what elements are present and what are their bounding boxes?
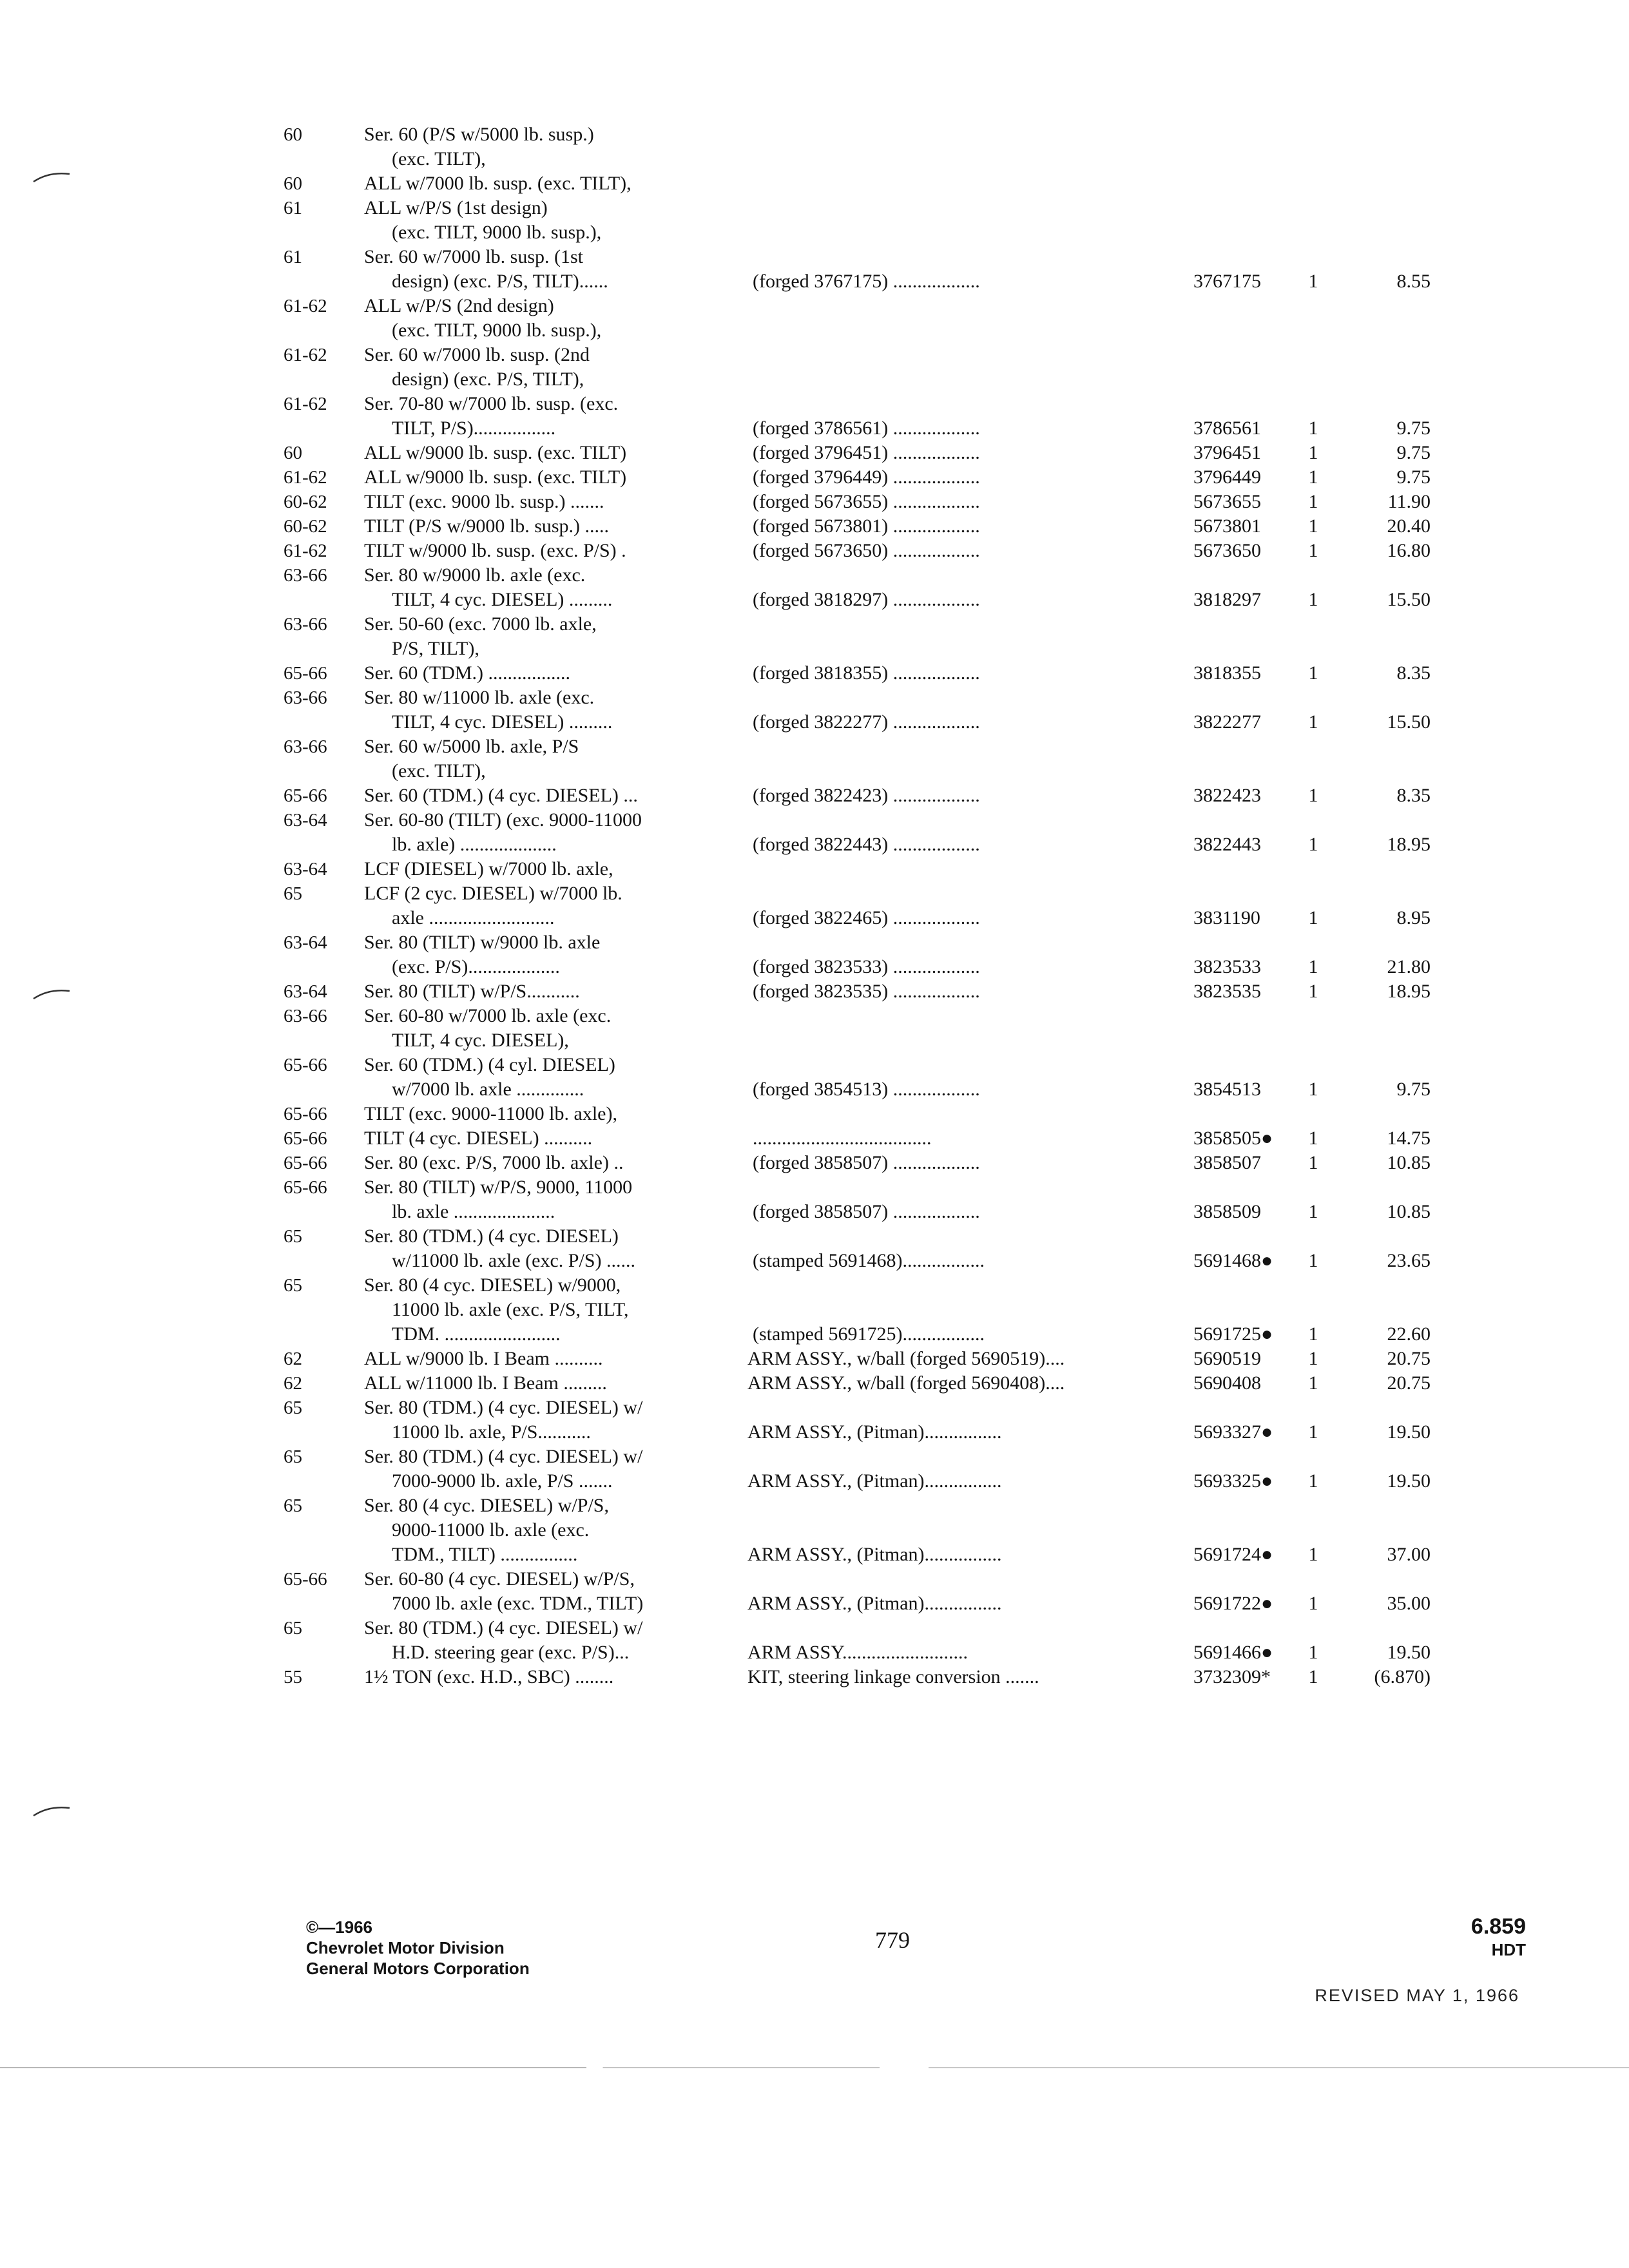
model-year: 65-66: [284, 1569, 327, 1590]
part-number: 3854513: [1193, 1079, 1261, 1100]
table-row: [284, 661, 1431, 686]
list-price: 16.80: [1387, 540, 1431, 561]
table-row: [284, 1053, 1431, 1077]
quantity: 1: [1308, 1470, 1318, 1492]
model-year: 60-62: [284, 492, 327, 512]
application-text: P/S, TILT),: [392, 638, 479, 659]
table-row: [284, 979, 1431, 1004]
application-text: w/11000 lb. axle (exc. P/S) ......: [392, 1250, 636, 1271]
application-text: Ser. 80 (4 cyc. DIESEL) w/P/S,: [364, 1495, 609, 1516]
part-description: (forged 3767175) ..................: [753, 271, 980, 292]
part-description: ARM ASSY., w/ball (forged 5690519)....: [747, 1348, 1065, 1369]
binder-hole-mark: [31, 1803, 71, 1820]
table-row: [284, 392, 1431, 416]
part-number: 3796451: [1193, 442, 1261, 463]
list-price: 9.75: [1396, 418, 1431, 439]
table-row: [284, 1567, 1431, 1591]
application-text: lb. axle .....................: [392, 1201, 555, 1222]
part-description: .....................................: [753, 1128, 932, 1149]
table-row: [284, 220, 1431, 245]
part-description: (forged 3822443) ..................: [753, 834, 980, 855]
part-number: 5673650: [1193, 540, 1261, 561]
model-year: 65: [284, 1618, 302, 1639]
list-price: 19.50: [1387, 1421, 1431, 1443]
page-bottom-rule: [0, 2067, 1629, 2068]
model-year: 60-62: [284, 516, 327, 537]
model-year: 61-62: [284, 467, 327, 488]
model-year: 65: [284, 1275, 302, 1296]
application-text: Ser. 70-80 w/7000 lb. susp. (exc.: [364, 393, 619, 414]
table-row: [284, 1371, 1431, 1396]
list-price: (6.870): [1374, 1666, 1431, 1687]
application-text: 1½ TON (exc. H.D., SBC) ........: [364, 1666, 614, 1687]
part-description: (forged 3796451) ..................: [753, 442, 980, 463]
part-description: ARM ASSY., w/ball (forged 5690408)....: [747, 1372, 1065, 1394]
table-row: [284, 1224, 1431, 1249]
table-row: [284, 1077, 1431, 1102]
model-year: 62: [284, 1349, 302, 1369]
application-text: 11000 lb. axle (exc. P/S, TILT,: [392, 1299, 629, 1320]
part-description: (forged 3786561) ..................: [753, 418, 980, 439]
list-price: 35.00: [1387, 1593, 1431, 1614]
table-row: [284, 465, 1431, 490]
part-number: 5691722●: [1193, 1593, 1273, 1614]
part-description: (forged 3818355) ..................: [753, 662, 980, 684]
part-description: (stamped 5691468).................: [753, 1250, 985, 1271]
table-row: [284, 686, 1431, 710]
quantity: 1: [1308, 1372, 1318, 1394]
quantity: 1: [1308, 1593, 1318, 1614]
application-text: (exc. TILT, 9000 lb. susp.),: [392, 222, 602, 243]
list-price: 9.75: [1396, 1079, 1431, 1100]
application-text: Ser. 80 (TDM.) (4 cyc. DIESEL) w/: [364, 1446, 643, 1467]
part-number: 5690408: [1193, 1372, 1261, 1394]
table-row: [284, 343, 1431, 367]
table-row: [284, 269, 1431, 294]
quantity: 1: [1308, 956, 1318, 977]
application-text: Ser. 80 (exc. P/S, 7000 lb. axle) ..: [364, 1152, 624, 1173]
model-year: 63-66: [284, 687, 327, 708]
list-price: 8.55: [1396, 271, 1431, 292]
section-block: [1471, 1914, 1526, 1960]
model-year: 62: [284, 1373, 302, 1394]
list-price: 20.40: [1387, 515, 1431, 537]
application-text: LCF (2 cyc. DIESEL) w/7000 lb.: [364, 883, 622, 904]
part-description: ARM ASSY., (Pitman)................: [747, 1544, 1002, 1565]
application-text: TILT, P/S).................: [392, 418, 556, 439]
table-row: [284, 490, 1431, 514]
division-name: Chevrolet Motor Division: [306, 1938, 505, 1957]
application-text: Ser. 80 w/9000 lb. axle (exc.: [364, 564, 586, 586]
section-number: 6.859: [1470, 1914, 1526, 1939]
application-text: TILT, 4 cyc. DIESEL),: [392, 1030, 569, 1051]
application-text: (exc. TILT, 9000 lb. susp.),: [392, 320, 602, 341]
part-description: ARM ASSY., (Pitman)................: [747, 1421, 1002, 1443]
table-row: [284, 1347, 1431, 1371]
quantity: 1: [1308, 466, 1318, 488]
application-text: Ser. 80 w/11000 lb. axle (exc.: [364, 687, 595, 708]
application-text: 11000 lb. axle, P/S...........: [392, 1421, 591, 1443]
application-text: design) (exc. P/S, TILT)......: [392, 271, 608, 292]
part-description: (forged 3858507) ..................: [753, 1201, 980, 1222]
application-text: Ser. 60-80 (4 cyc. DIESEL) w/P/S,: [364, 1568, 635, 1590]
application-text: (exc. TILT),: [392, 760, 486, 782]
table-row: [284, 539, 1431, 563]
list-price: 37.00: [1387, 1544, 1431, 1565]
application-text: ALL w/7000 lb. susp. (exc. TILT),: [364, 173, 631, 194]
table-row: [284, 710, 1431, 735]
quantity: 1: [1308, 1348, 1318, 1369]
table-row: [284, 906, 1431, 930]
part-number: 5673801: [1193, 515, 1261, 537]
page-number: 779: [875, 1927, 910, 1953]
binder-hole-mark: [31, 169, 71, 186]
table-row: [284, 735, 1431, 759]
model-year: 63-66: [284, 736, 327, 757]
part-description: (forged 3822277) ..................: [753, 711, 980, 733]
model-year: 65: [284, 1495, 302, 1516]
application-text: axle ..........................: [392, 907, 555, 928]
table-row: [284, 1640, 1431, 1665]
model-year: 61-62: [284, 296, 327, 316]
part-number: 3822423: [1193, 785, 1261, 806]
table-row: [284, 808, 1431, 832]
quantity: 1: [1308, 785, 1318, 806]
table-row: [284, 1591, 1431, 1616]
table-row: [284, 1494, 1431, 1518]
list-price: 10.85: [1387, 1152, 1431, 1173]
table-row: [284, 122, 1431, 147]
application-text: LCF (DIESEL) w/7000 lb. axle,: [364, 858, 613, 879]
application-text: Ser. 80 (4 cyc. DIESEL) w/9000,: [364, 1274, 621, 1296]
model-year: 61-62: [284, 541, 327, 561]
part-number: 3818297: [1193, 589, 1261, 610]
model-year: 61-62: [284, 394, 327, 414]
quantity: 1: [1308, 907, 1318, 928]
application-text: w/7000 lb. axle ..............: [392, 1079, 584, 1100]
table-row: [284, 1126, 1431, 1151]
model-year: 60: [284, 443, 302, 463]
model-year: 61-62: [284, 345, 327, 365]
quantity: 1: [1308, 1421, 1318, 1443]
model-year: 65-66: [284, 1177, 327, 1198]
application-text: design) (exc. P/S, TILT),: [392, 369, 584, 390]
model-year: 65-66: [284, 785, 327, 806]
part-description: ARM ASSY., (Pitman)................: [747, 1470, 1002, 1492]
list-price: 20.75: [1387, 1348, 1431, 1369]
quantity: 1: [1308, 418, 1318, 439]
list-price: 15.50: [1387, 589, 1431, 610]
model-year: 63-66: [284, 565, 327, 586]
table-row: [284, 588, 1431, 612]
table-row: [284, 1028, 1431, 1053]
application-text: Ser. 80 (TDM.) (4 cyc. DIESEL) w/: [364, 1617, 643, 1639]
application-text: Ser. 60 (TDM.) (4 cyc. DIESEL) ...: [364, 785, 638, 806]
part-description: ARM ASSY..........................: [747, 1642, 969, 1663]
part-number: 3796449: [1193, 466, 1261, 488]
application-text: Ser. 80 (TILT) w/P/S, 9000, 11000: [364, 1177, 633, 1198]
part-description: (forged 3796449) ..................: [753, 466, 980, 488]
part-description: (forged 3823533) ..................: [753, 956, 980, 977]
table-row: [284, 441, 1431, 465]
quantity: 1: [1308, 271, 1318, 292]
model-year: 65-66: [284, 1055, 327, 1075]
quantity: 1: [1308, 442, 1318, 463]
part-number: 3818355: [1193, 662, 1261, 684]
table-row: [284, 1151, 1431, 1175]
quantity: 1: [1308, 515, 1318, 537]
model-year: 63-66: [284, 614, 327, 635]
table-row: [284, 637, 1431, 661]
model-year: 65: [284, 1226, 302, 1247]
part-number: 3831190: [1193, 907, 1260, 928]
part-number: 5690519: [1193, 1348, 1261, 1369]
quantity: 1: [1308, 1250, 1318, 1271]
part-description: KIT, steering linkage conversion .......: [747, 1666, 1039, 1687]
quantity: 1: [1308, 491, 1318, 512]
model-year: 65: [284, 883, 302, 904]
table-row: [284, 1249, 1431, 1273]
quantity: 1: [1308, 1642, 1318, 1663]
quantity: 1: [1308, 834, 1318, 855]
application-text: (exc. TILT),: [392, 148, 486, 169]
application-text: Ser. 80 (TDM.) (4 cyc. DIESEL) w/: [364, 1397, 643, 1418]
list-price: 18.95: [1387, 981, 1431, 1002]
list-price: 8.95: [1396, 907, 1431, 928]
application-text: ALL w/9000 lb. I Beam ..........: [364, 1348, 603, 1369]
application-text: ALL w/11000 lb. I Beam .........: [364, 1372, 607, 1394]
application-text: Ser. 80 (TILT) w/9000 lb. axle: [364, 932, 601, 953]
table-row: [284, 1298, 1431, 1322]
application-text: ALL w/9000 lb. susp. (exc. TILT): [364, 442, 627, 463]
model-year: 65-66: [284, 1104, 327, 1124]
quantity: 1: [1308, 711, 1318, 733]
quantity: 1: [1308, 1128, 1318, 1149]
part-description: (forged 3822423) ..................: [753, 785, 980, 806]
quantity: 1: [1308, 981, 1318, 1002]
application-text: TILT (exc. 9000-11000 lb. axle),: [364, 1103, 617, 1124]
table-row: [284, 783, 1431, 808]
part-description: (forged 3854513) ..................: [753, 1079, 980, 1100]
list-price: 8.35: [1396, 662, 1431, 684]
application-text: Ser. 60 (TDM.) .................: [364, 662, 570, 684]
table-row: [284, 1273, 1431, 1298]
table-row: [284, 1396, 1431, 1420]
application-text: Ser. 60 w/7000 lb. susp. (2nd: [364, 344, 590, 365]
table-row: [284, 171, 1431, 196]
binder-hole-mark: [31, 986, 71, 1003]
application-text: H.D. steering gear (exc. P/S)...: [392, 1642, 630, 1663]
application-text: TILT, 4 cyc. DIESEL) .........: [392, 589, 613, 610]
part-number: 5691468●: [1193, 1250, 1273, 1271]
part-number: 5691466●: [1193, 1642, 1273, 1663]
list-price: 18.95: [1387, 834, 1431, 855]
table-row: [284, 759, 1431, 783]
quantity: 1: [1308, 1152, 1318, 1173]
table-row: [284, 1616, 1431, 1640]
model-year: 63-64: [284, 932, 327, 953]
part-number: 5693325●: [1193, 1470, 1273, 1492]
table-row: [284, 1445, 1431, 1469]
table-row: [284, 367, 1431, 392]
table-row: [284, 1665, 1431, 1689]
revised-date: REVISED MAY 1, 1966: [1315, 1986, 1519, 2005]
application-text: ALL w/9000 lb. susp. (exc. TILT): [364, 466, 627, 488]
list-price: 19.50: [1387, 1642, 1431, 1663]
part-number: 5691724●: [1193, 1544, 1273, 1565]
table-row: [284, 955, 1431, 979]
application-text: Ser. 80 (TDM.) (4 cyc. DIESEL): [364, 1225, 619, 1247]
quantity: 1: [1308, 1323, 1318, 1345]
application-text: TILT w/9000 lb. susp. (exc. P/S) .: [364, 540, 626, 561]
model-year: 63-64: [284, 859, 327, 879]
application-text: ALL w/P/S (2nd design): [364, 295, 554, 316]
list-price: 21.80: [1387, 956, 1431, 977]
application-text: Ser. 60 (P/S w/5000 lb. susp.): [364, 124, 594, 145]
part-description: (forged 3823535) ..................: [753, 981, 980, 1002]
application-text: TILT (exc. 9000 lb. susp.) .......: [364, 491, 604, 512]
part-number: 5673655: [1193, 491, 1261, 512]
list-price: 19.50: [1387, 1470, 1431, 1492]
model-year: 63-66: [284, 1006, 327, 1026]
part-description: (forged 3818297) ..................: [753, 589, 980, 610]
list-price: 20.75: [1387, 1372, 1431, 1394]
application-text: TILT (P/S w/9000 lb. susp.) .....: [364, 515, 610, 537]
model-year: 60: [284, 173, 302, 194]
part-number: 3732309*: [1193, 1666, 1271, 1687]
table-row: [284, 881, 1431, 906]
table-row: [284, 196, 1431, 220]
publisher-block: [306, 1917, 530, 1979]
part-description: (forged 5673801) ..................: [753, 515, 980, 537]
application-text: 7000-9000 lb. axle, P/S .......: [392, 1470, 613, 1492]
list-price: 15.50: [1387, 711, 1431, 733]
quantity: 1: [1308, 1201, 1318, 1222]
application-text: Ser. 50-60 (exc. 7000 lb. axle,: [364, 613, 597, 635]
model-year: 63-64: [284, 810, 327, 831]
table-row: [284, 416, 1431, 441]
copyright: ©—1966: [306, 1917, 372, 1937]
table-row: [284, 1322, 1431, 1347]
table-row: [284, 857, 1431, 881]
part-number: 3823535: [1193, 981, 1261, 1002]
model-year: 61: [284, 247, 302, 267]
list-price: 8.35: [1396, 785, 1431, 806]
application-text: Ser. 60 (TDM.) (4 cyl. DIESEL): [364, 1054, 615, 1075]
table-row: [284, 832, 1431, 857]
application-text: Ser. 60-80 w/7000 lb. axle (exc.: [364, 1005, 612, 1026]
table-row: [284, 1004, 1431, 1028]
list-price: 11.90: [1387, 491, 1431, 512]
quantity: 1: [1308, 1666, 1318, 1687]
application-text: Ser. 60-80 (TILT) (exc. 9000-11000: [364, 809, 642, 831]
part-number: 3822443: [1193, 834, 1261, 855]
list-price: 9.75: [1396, 442, 1431, 463]
application-text: lb. axle) ....................: [392, 834, 557, 855]
part-number: 3858507: [1193, 1152, 1261, 1173]
model-year: 65-66: [284, 1128, 327, 1149]
table-row: [284, 1102, 1431, 1126]
table-row: [284, 1518, 1431, 1542]
list-price: 10.85: [1387, 1201, 1431, 1222]
corporation-name: General Motors Corporation: [306, 1959, 530, 1978]
table-row: [284, 1175, 1431, 1200]
part-description: (forged 3822465) ..................: [753, 907, 980, 928]
quantity: 1: [1308, 1544, 1318, 1565]
part-description: ARM ASSY., (Pitman)................: [747, 1593, 1002, 1614]
table-row: [284, 318, 1431, 343]
table-row: [284, 1420, 1431, 1445]
table-row: [284, 514, 1431, 539]
table-row: [284, 1200, 1431, 1224]
quantity: 1: [1308, 1079, 1318, 1100]
part-description: (stamped 5691725).................: [753, 1323, 985, 1345]
application-text: 7000 lb. axle (exc. TDM., TILT): [392, 1593, 644, 1614]
part-number: 3858509: [1193, 1201, 1261, 1222]
application-text: 9000-11000 lb. axle (exc.: [392, 1519, 590, 1541]
application-text: Ser. 60 w/7000 lb. susp. (1st: [364, 246, 584, 267]
quantity: 1: [1308, 589, 1318, 610]
part-description: (forged 3858507) ..................: [753, 1152, 980, 1173]
model-year: 63-64: [284, 981, 327, 1002]
section-code: HDT: [1491, 1940, 1526, 1959]
part-description: (forged 5673655) ..................: [753, 491, 980, 512]
table-row: [284, 1469, 1431, 1494]
model-year: 65-66: [284, 663, 327, 684]
application-text: Ser. 80 (TILT) w/P/S...........: [364, 981, 580, 1002]
part-number: 3822277: [1193, 711, 1261, 733]
table-row: [284, 147, 1431, 171]
model-year: 61: [284, 198, 302, 218]
application-text: (exc. P/S)...................: [392, 956, 560, 977]
application-text: TDM., TILT) ................: [392, 1544, 578, 1565]
model-year: 65: [284, 1446, 302, 1467]
model-year: 65-66: [284, 1153, 327, 1173]
table-row: [284, 294, 1431, 318]
application-text: TILT (4 cyc. DIESEL) ..........: [364, 1128, 593, 1149]
application-text: ALL w/P/S (1st design): [364, 197, 548, 218]
model-year: 65: [284, 1398, 302, 1418]
part-number: 3858505●: [1193, 1128, 1273, 1149]
part-number: 5691725●: [1193, 1323, 1273, 1345]
application-text: Ser. 60 w/5000 lb. axle, P/S: [364, 736, 579, 757]
part-number: 3786561: [1193, 418, 1261, 439]
table-row: [284, 930, 1431, 955]
part-description: (forged 5673650) ..................: [753, 540, 980, 561]
list-price: 23.65: [1387, 1250, 1431, 1271]
table-row: [284, 563, 1431, 588]
application-text: TDM. ........................: [392, 1323, 561, 1345]
table-row: [284, 612, 1431, 637]
quantity: 1: [1308, 662, 1318, 684]
model-year: 55: [284, 1667, 302, 1687]
part-number: 3823533: [1193, 956, 1261, 977]
application-text: TILT, 4 cyc. DIESEL) .........: [392, 711, 613, 733]
parts-table: [284, 122, 1431, 1689]
part-number: 3767175: [1193, 271, 1261, 292]
list-price: 9.75: [1396, 466, 1431, 488]
list-price: 14.75: [1387, 1128, 1431, 1149]
model-year: 60: [284, 124, 302, 145]
quantity: 1: [1308, 540, 1318, 561]
part-number: 5693327●: [1193, 1421, 1273, 1443]
table-row: [284, 1542, 1431, 1567]
list-price: 22.60: [1387, 1323, 1431, 1345]
table-row: [284, 245, 1431, 269]
